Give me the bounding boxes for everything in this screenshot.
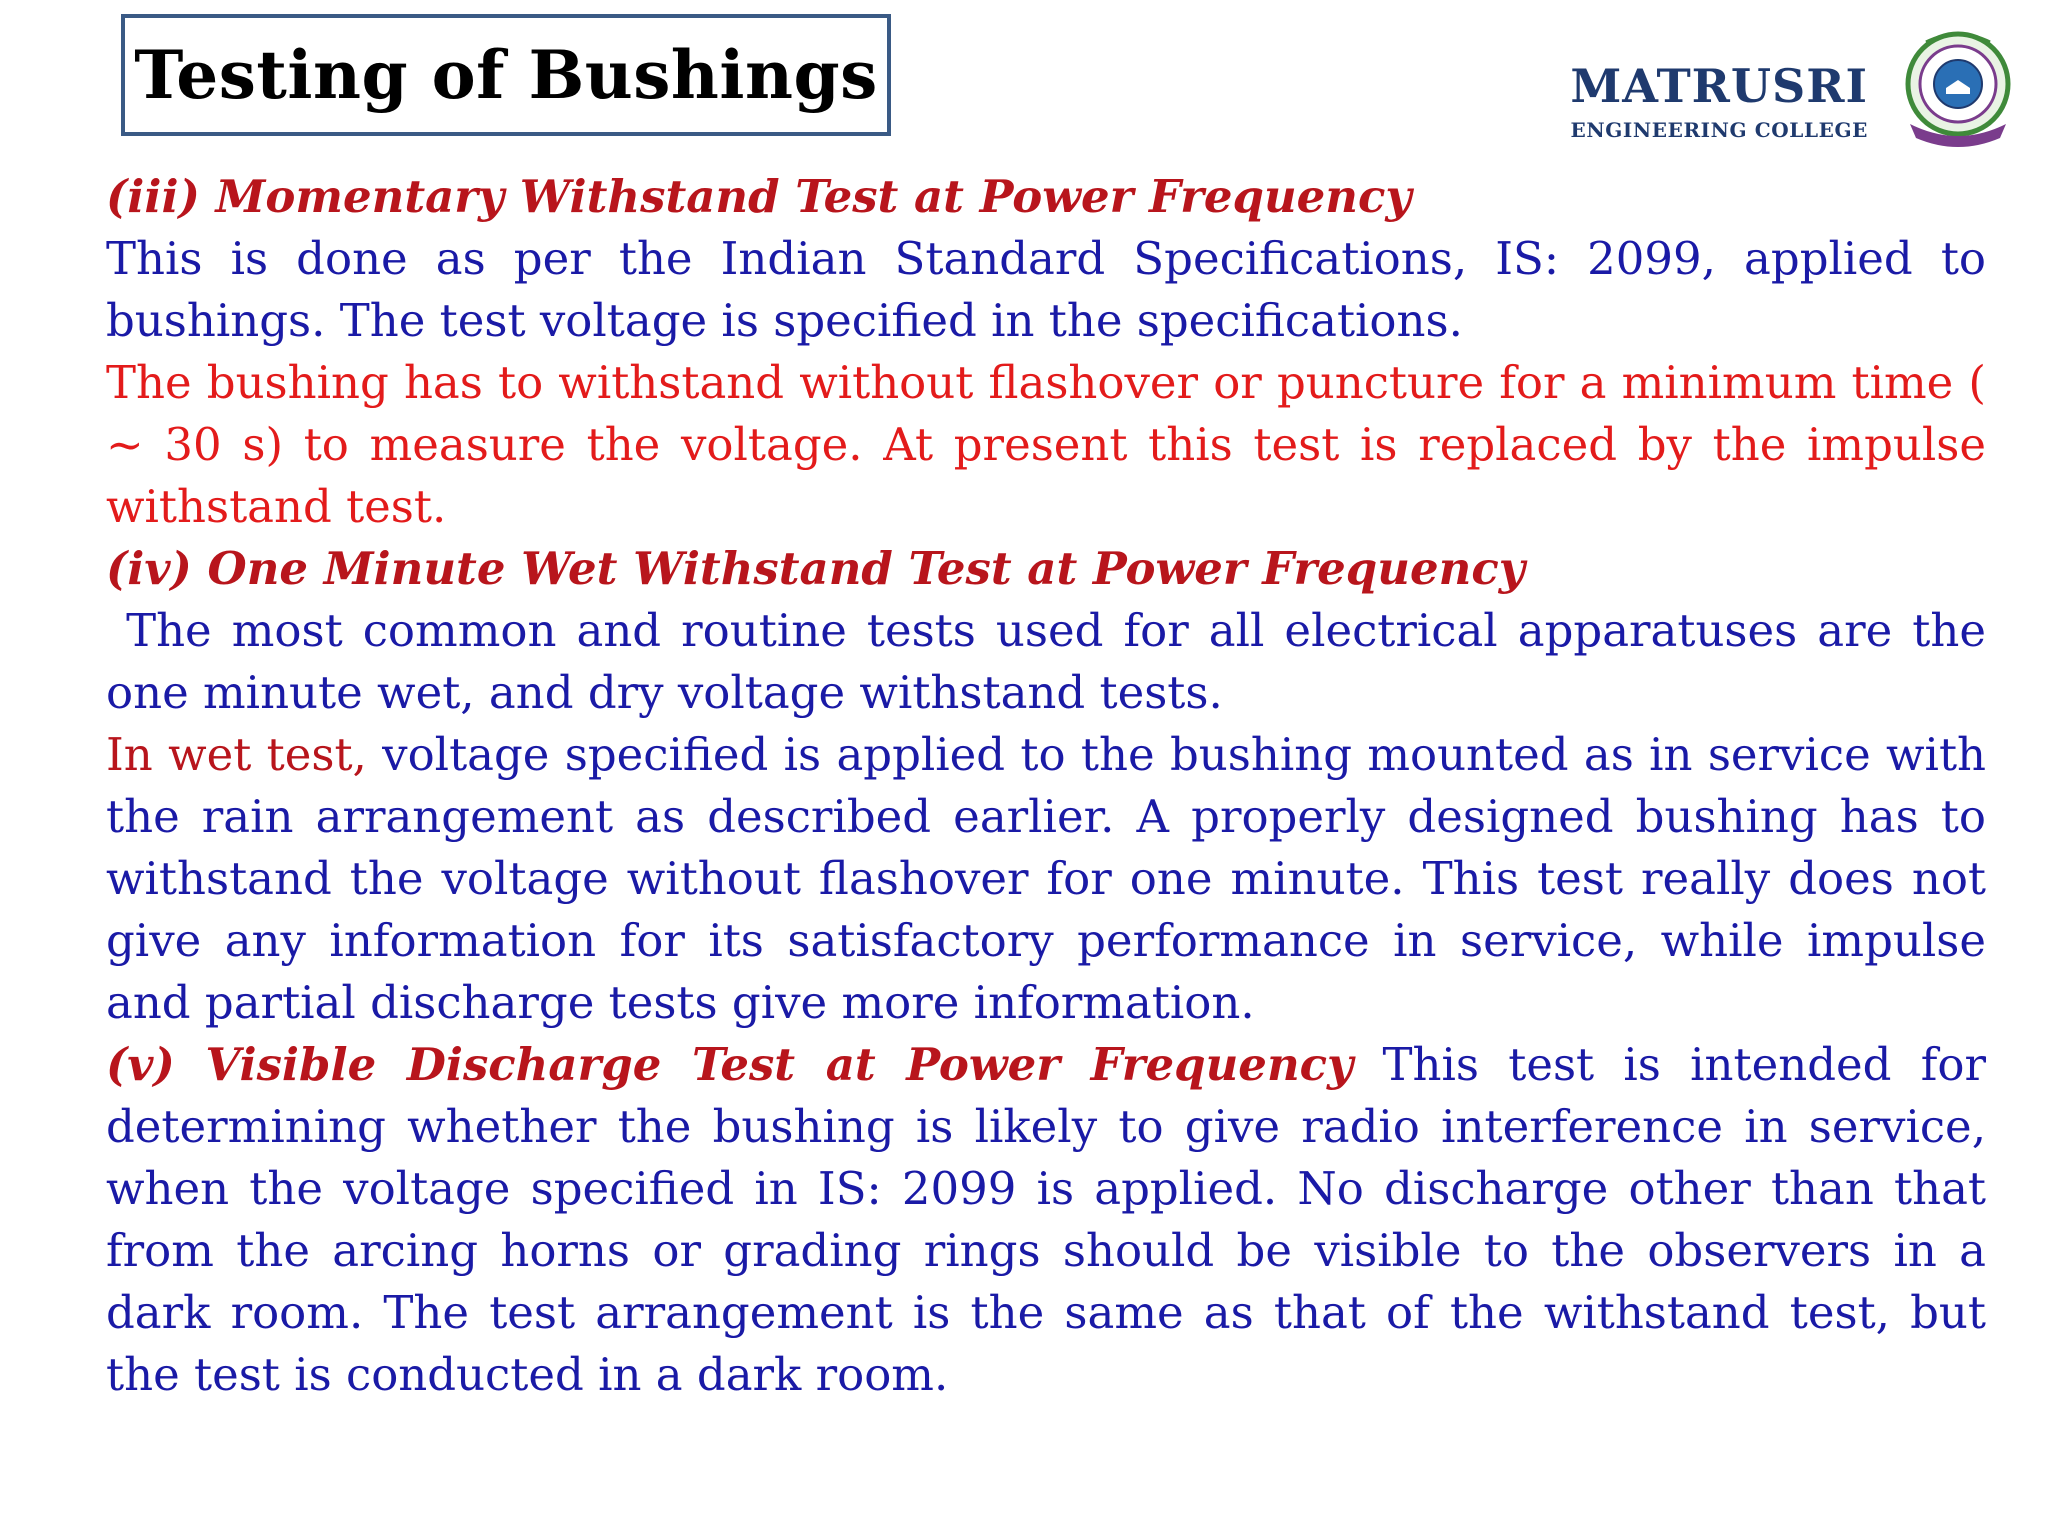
slide-content	[106, 166, 2001, 1406]
section-heading-v: (v) Visible Discharge Test at Power Frequency	[106, 1038, 1354, 1091]
title-box	[121, 14, 891, 136]
section-iii-paragraph-2: The bushing has to withstand without flashover or puncture for a minimum time ( ~ 30 s) to measure the voltage. At present this test is replaced by the impulse withstand test.	[106, 356, 1986, 533]
section-v-paragraph	[106, 1034, 1986, 1406]
section-heading-iv: (iv) One Minute Wet Withstand Test at Power Frequency	[106, 542, 1525, 595]
section-v-body: This test is intended for determining whether the bushing is likely to give radio interference in service, when the voltage specified in IS: 2099 is applied. No discharge other than that from the arcing horns or grading rings should be visible to the observers in a dark room. The test arrangement is the same as that of the withstand test, but the test is conducted in a dark room.	[106, 1038, 1986, 1401]
college-logo-text	[1570, 59, 1868, 143]
college-emblem-icon	[1896, 28, 2020, 152]
section-iv-paragraph-2	[106, 724, 1986, 1034]
section-heading-iii: (iii) Momentary Withstand Test at Power Frequency	[106, 170, 1412, 223]
college-name: MATRUSRI	[1570, 59, 1868, 113]
page-title: Testing of Bushings	[134, 36, 878, 114]
section-iii-paragraph-1: This is done as per the Indian Standard Specifications, IS: 2099, applied to bushings. The test voltage is specified in the specifications.	[106, 232, 1986, 347]
section-iv-paragraph-2-body: voltage specified is applied to the bushing mounted as in service with the rain arrangement as described earlier. A properly designed bushing has to withstand the voltage without flashover for one minute. This test really does not give any information for its satisfactory performance in service, while impulse and partial discharge tests give more information.	[106, 728, 1987, 1029]
college-subtitle: ENGINEERING COLLEGE	[1570, 118, 1868, 143]
section-iv-paragraph-1: The most common and routine tests used for all electrical apparatuses are the one minute wet, and dry voltage withstand tests.	[106, 604, 2001, 719]
wet-test-lead: In wet test,	[106, 728, 367, 781]
